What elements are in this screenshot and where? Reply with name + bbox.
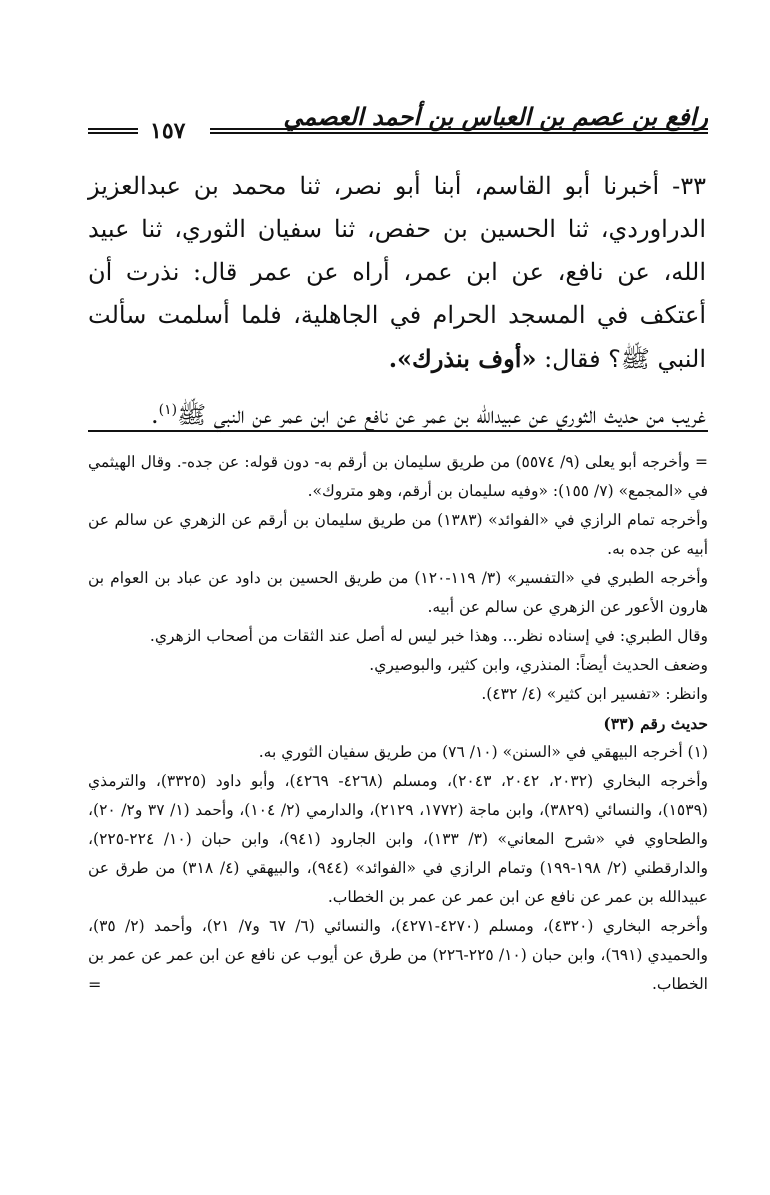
footnote-line: وضعف الحديث أيضاً: المنذري، وابن كثير، والبوصيري.: [369, 656, 708, 674]
footnote-line: وقال الطبري: في إسناده نظر... وهذا خبر ليس له أصل عند الثقات من أصحاب الزهري.: [149, 627, 708, 645]
footnote-note1: (١) أخرجه البيهقي في «السنن» (١٠/ ٧٦) من طريق سفيان الثوري به.: [258, 743, 708, 761]
hadith-quote: «أوف بنذرك».: [388, 344, 537, 373]
header-rule: [210, 128, 708, 134]
footnotes: [88, 448, 708, 999]
footnote-line: وانظر: «تفسير ابن كثير» (٤/ ٤٣٢).: [481, 685, 708, 703]
hadith-paragraph: [88, 165, 706, 381]
footnote-line: وأخرجه الطبري في «التفسير» (٣/ ١١٩-١٢٠) من طريق الحسين بن داود عن عباد بن العوام بن هارون الأعور عن الزهري عن سالم عن أبيه.: [88, 569, 708, 616]
commentary-text: غريب من حديث الثوري عن عبيدالله بن عمر عن نافع عن ابن عمر عن النبي ﷺ: [177, 401, 706, 429]
footnote-reference: (١): [158, 402, 178, 418]
main-text: [88, 165, 706, 437]
page-number-rule: [88, 128, 138, 134]
footnote-note1-body: وأخرجه البخاري (٢٠٣٢، ٢٠٤٢، ٢٠٤٣)، ومسلم (٤٢٦٨- ٤٢٦٩)، وأبو داود (٣٣٢٥)، والترمذي (١٥٣٩)، والنسائي (٣٨٢٩)، وابن ماجة (١٧٧٢، ٢١٢٩)، والدارمي (٢/ ١٠٤)، وأحمد (١/ ٣٧ و٢/ ٢٠)، والطحاوي في «شرح المعاني» (٣/ ١٣٣)، وابن الجارود (٩٤١)، وابن حبان (١٠/ ٢٢٤-٢٢٥)، والدارقطني (٢/ ١٩٨-١٩٩) وتمام الرازي في «الفوائد» (٩٤٤)، والبيهقي (٤/ ٣١٨) من طرق عن عبيدالله بن عمر عن نافع عن ابن عمر عن عمر بن الخطاب.: [88, 772, 708, 906]
commentary-end: .: [150, 401, 159, 429]
continuation-mark: =: [88, 975, 102, 994]
footnote-note1-body2-text: وأخرجه البخاري (٤٣٢٠)، ومسلم (٤٢٧٠-٤٢٧١)، والنسائي (٦/ ٦٧ و٧/ ٢١)، وأحمد (٢/ ٣٥)، والحميدي (٦٩١)، وابن حبان (١٠/ ٢٢٥-٢٢٦) من طرق عن أيوب عن نافع عن ابن عمر عن عمر بن الخطاب.: [88, 917, 708, 993]
header-title: رافع بن عصم بن العباس بن أحمد العصمي: [283, 102, 708, 131]
footnote-heading: حديث رقم (٣٣): [603, 714, 708, 733]
footnote-line: وأخرجه تمام الرازي في «الفوائد» (١٣٨٣) من طريق سليمان بن أرقم عن الزهري عن سالم عن أبيه عن جده به.: [88, 511, 709, 558]
hadith-text: ٣٣- أخبرنا أبو القاسم، أبنا أبو نصر، ثنا محمد بن عبدالعزيز الدراوردي، ثنا الحسين بن حفص، ثنا سفيان الثوري، ثنا عبيد الله، عن نافع، عن ابن عمر، أراه عن عمر قال: نذرت أن أعتكف في المسجد الحرام في الجاهلية، فلما أسلمت سألت النبي ﷺ؟ فقال:: [88, 172, 706, 373]
footnote-note1-body2: [88, 912, 708, 999]
footnote-line: = وأخرجه أبو يعلى (٩/ ٥٥٧٤) من طريق سليمان بن أرقم به- دون قوله: عن جده-. وقال الهيثمي في «المجمع» (٧/ ١٥٥): «وفيه سليمان بن أرقم، وهو متروك».: [88, 453, 708, 500]
page-number: ١٥٧: [150, 118, 186, 144]
footnote-separator: [88, 430, 708, 432]
